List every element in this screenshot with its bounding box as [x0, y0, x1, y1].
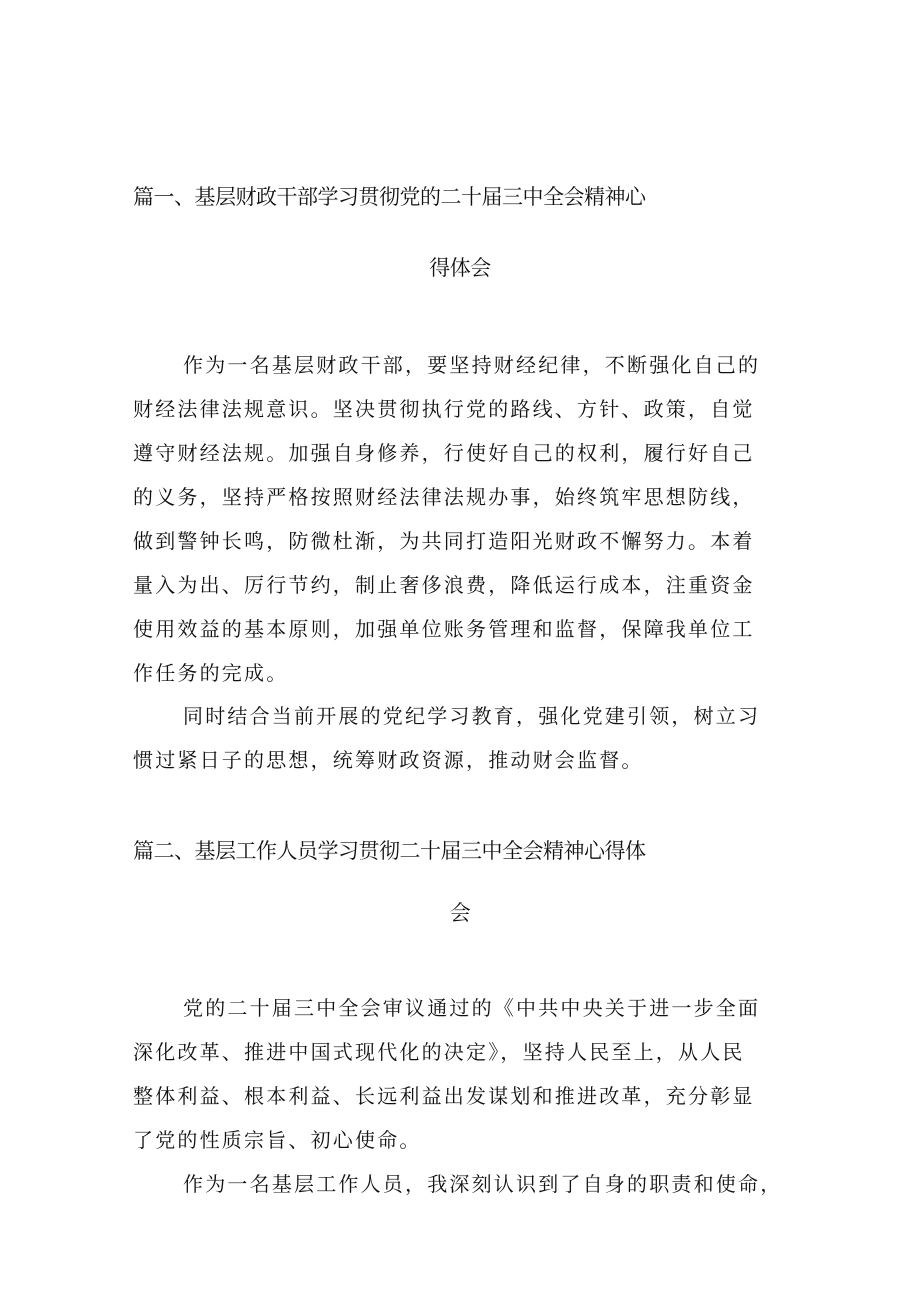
paragraph-line: 了党的性质宗旨、初心使命。 — [133, 1128, 422, 1152]
section-1-title-cont: 得体会 — [429, 256, 491, 280]
paragraph-line: 使用效益的基本原则，加强单位账务管理和监督，保障我单位工 — [133, 617, 755, 641]
paragraph-line: 遵守财经法规。加强自身修养，行使好自己的权利，履行好自己 — [133, 441, 755, 465]
section-2-title: 篇二、基层工作人员学习贯彻二十届三中全会精神心得体 — [133, 839, 646, 863]
paragraph-line: 作为一名基层工作人员，我深刻认识到了自身的职责和使命， — [183, 1172, 783, 1196]
paragraph-line: 同时结合当前开展的党纪学习教育，强化党建引领，树立习 — [183, 704, 761, 728]
paragraph-line: 深化改革、推进中国式现代化的决定》，坚持人民至上，从人民 — [133, 1040, 745, 1064]
paragraph-line: 党的二十届三中全会审议通过的《中共中央关于进一步全面 — [183, 996, 761, 1020]
section-2-title-cont: 会 — [449, 901, 471, 925]
paragraph-line: 作为一名基层财政干部，要坚持财经纪律，不断强化自己的 — [183, 353, 761, 377]
paragraph-line: 财经法律法规意识。坚决贯彻执行党的路线、方针、政策，自觉 — [133, 397, 755, 421]
paragraph-line: 的义务，坚持严格按照财经法律法规办事，始终筑牢思想防线， — [133, 485, 755, 509]
section-1-title: 篇一、基层财政干部学习贯彻党的二十届三中全会精神心 — [133, 185, 646, 209]
paragraph-line: 做到警钟长鸣，防微杜渐，为共同打造阳光财政不懈努力。本着 — [133, 529, 755, 553]
paragraph-line: 整体利益、根本利益、长远利益出发谋划和推进改革，充分彰显 — [133, 1084, 755, 1108]
paragraph-line: 惯过紧日子的思想，统筹财政资源，推动财会监督。 — [133, 748, 644, 772]
paragraph-line: 量入为出、厉行节约，制止奢侈浪费，降低运行成本，注重资金 — [133, 573, 755, 597]
paragraph-line: 作任务的完成。 — [133, 661, 289, 685]
